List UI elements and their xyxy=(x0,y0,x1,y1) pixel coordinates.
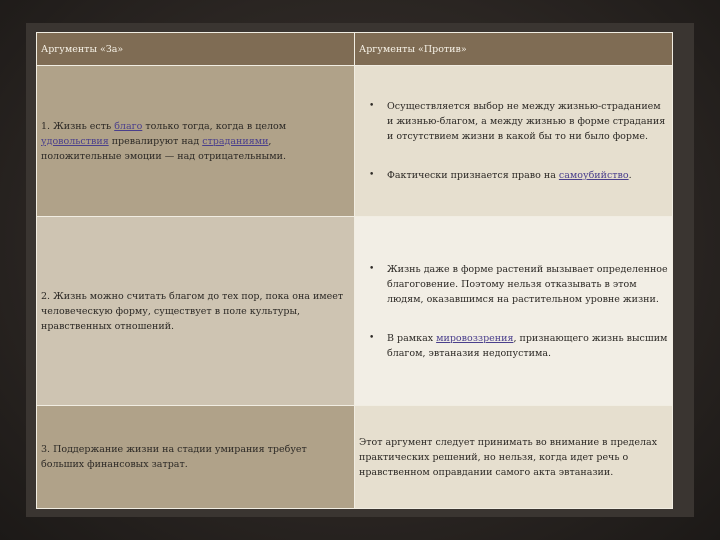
pro-text: превалируют над xyxy=(108,135,203,147)
contra-text: Этот аргумент следует принимать во внимание в пределах практических решений, но нельзя, когда идет речь о нравственном оправдании самого акта эвтаназии. xyxy=(359,436,658,478)
table-row xyxy=(37,217,673,406)
table-row xyxy=(37,66,673,217)
bullet-icon: • xyxy=(369,332,375,343)
pro-cell xyxy=(37,406,355,509)
contra-text: Фактически признается право на xyxy=(387,170,559,181)
pro-text: , положительные эмоции — над отрицательными. xyxy=(41,135,286,162)
bullet-icon: • xyxy=(369,263,375,274)
list-item xyxy=(359,331,668,361)
contra-cell xyxy=(355,406,673,509)
contra-text: Жизнь даже в форме растений вызывает определенное благоговение. Поэтому нельзя отказывать в этом людям, оказавшимся на растительном уровне жизни. xyxy=(387,263,668,305)
link-samoubiystvo[interactable]: самоубийство xyxy=(558,170,629,181)
list-item xyxy=(359,168,668,183)
contra-text: Осуществляется выбор не между жизнью-страданием и жизнью-благом, а между жизнью в форме страдания и отсутствием жизни в какой бы то ни было форме. xyxy=(387,101,666,142)
header-contra: Аргументы «Против» xyxy=(355,33,673,66)
contra-list xyxy=(359,99,668,183)
contra-text: . xyxy=(628,170,632,181)
contra-text: В рамках xyxy=(387,332,437,344)
link-blago[interactable]: благо xyxy=(114,120,143,132)
table-header-row xyxy=(37,33,673,66)
arguments-table xyxy=(36,32,673,509)
link-stradaniyami[interactable]: страданиями xyxy=(202,135,269,147)
contra-text: , признающего жизнь высшим благом, эвтаназия недопустима. xyxy=(387,332,668,359)
pro-text: 2. Жизнь можно считать благом до тех пор, пока она имеет человеческую форму, существует в поле культуры, нравственных отношений. xyxy=(41,290,344,332)
pro-cell xyxy=(37,66,355,217)
bullet-icon: • xyxy=(369,101,375,111)
list-item xyxy=(359,262,668,307)
pro-text: только тогда, когда в целом xyxy=(142,120,287,132)
pro-cell xyxy=(37,217,355,406)
header-pro: Аргументы «За» xyxy=(37,33,355,66)
pro-text: 3. Поддержание жизни на стадии умирания требует больших финансовых затрат. xyxy=(41,444,307,470)
pro-text: 1. Жизнь есть xyxy=(41,120,115,132)
table-row xyxy=(37,406,673,509)
contra-list xyxy=(359,262,668,361)
contra-cell xyxy=(355,66,673,217)
bullet-icon: • xyxy=(369,170,375,180)
link-udovolstviya[interactable]: удовольствия xyxy=(41,135,109,147)
list-item xyxy=(359,99,668,144)
link-mirovozzreniya[interactable]: мировоззрения xyxy=(436,332,514,344)
contra-cell xyxy=(355,217,673,406)
